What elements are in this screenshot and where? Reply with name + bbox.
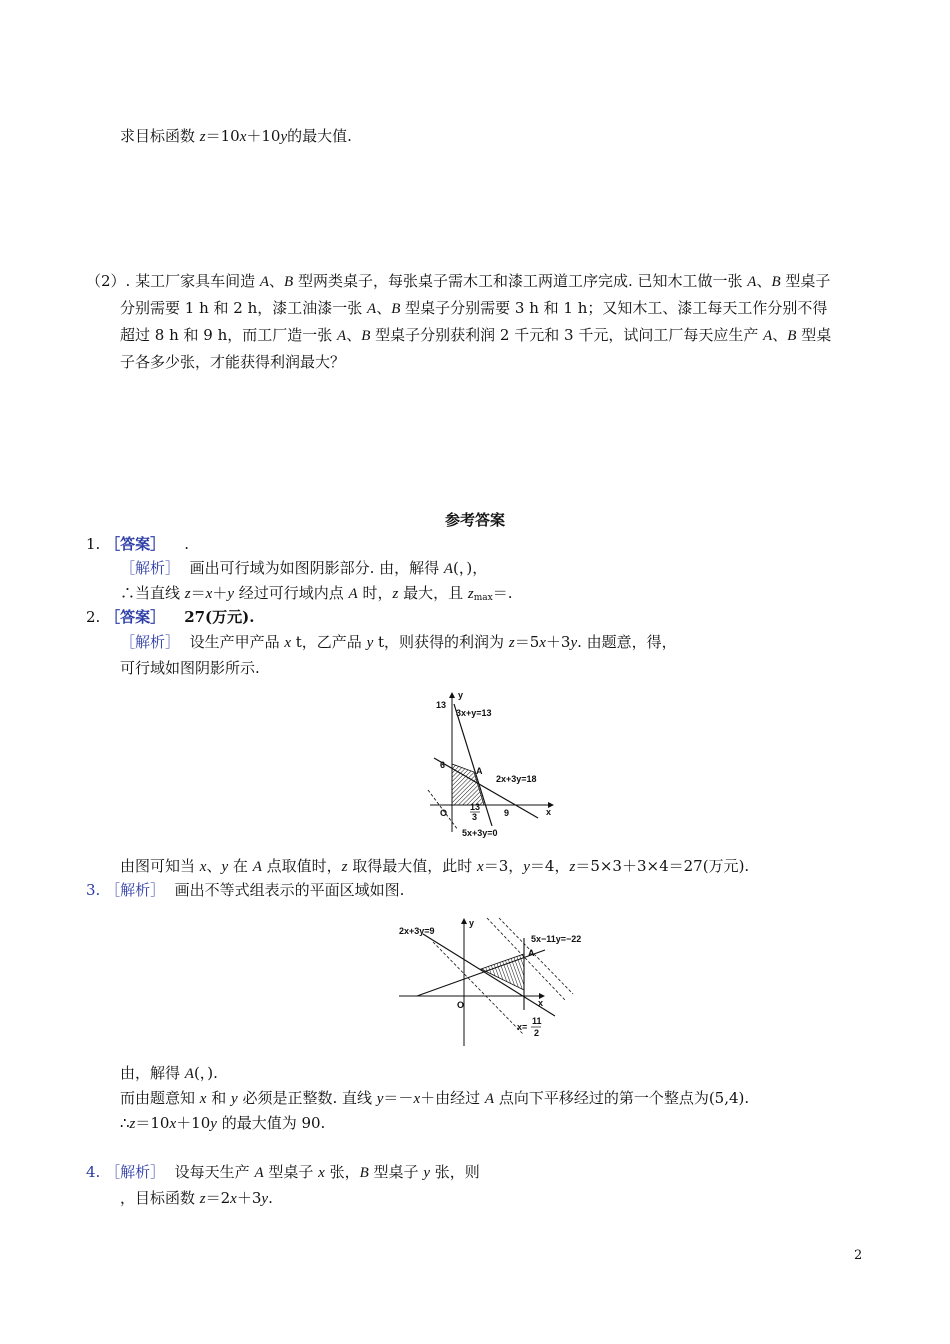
- line-label-2x-3y-9: 2x+3y=9: [399, 926, 435, 936]
- feasible-region-figure-1: [420, 686, 560, 838]
- line-2x-3y-18: [434, 758, 538, 818]
- answer-1-header: 1. ［答案］ .: [86, 535, 189, 553]
- answer-2-analysis-1: ［解析］ 设生产甲产品 x t，乙产品 y t，则获得的利润为 z＝5x＋3y. 由题意，得，: [120, 633, 677, 651]
- y-label: y: [469, 918, 475, 928]
- line-label-5x-3y-0: 5x+3y=0: [462, 828, 498, 838]
- page-number: 2: [854, 1248, 863, 1263]
- point-a-label: A: [528, 948, 535, 958]
- fraction-numerator: 11: [532, 1016, 542, 1026]
- fraction-denominator: 2: [534, 1028, 540, 1038]
- answer-3-analysis-4: ∴z＝10x＋10y 的最大值为 90.: [120, 1114, 326, 1132]
- answer-3-analysis-2: 由，解得 A(，).: [120, 1064, 218, 1082]
- y-axis-arrow: [461, 918, 467, 924]
- q1-objective-text: 求目标函数 z＝10x＋10y的最大值.: [120, 127, 352, 145]
- q2-line-3: 超过 8 h 和 9 h，而工厂造一张 A、B 型桌子分别获利润 2 千元和 3 千元，试问工厂每天应生产 A、B 型桌: [120, 326, 832, 344]
- x-label: x: [538, 998, 544, 1008]
- q2-line-4: 子各多少张，才能获得利润最大？: [120, 353, 346, 371]
- y-label: y: [458, 690, 464, 700]
- tick-13-over-3-num: 13: [470, 802, 481, 812]
- answer-2-analysis-2: 可行域如图阴影所示.: [120, 659, 260, 677]
- line-label-5x-11y-neg22: 5x−11y=−22: [531, 934, 582, 944]
- x-label: x: [546, 807, 552, 817]
- origin-label: O: [440, 808, 448, 818]
- origin-label: O: [457, 1000, 465, 1010]
- answer-3-analysis-3: 而由题意知 x 和 y 必须是正整数. 直线 y＝－x＋由经过 A 点向下平移经过的第一个整点为(5,4).: [120, 1089, 750, 1107]
- answer-2-header: 2. ［答案］ 27(万元).: [86, 608, 255, 626]
- answer-4-header: 4. ［解析］ 设每天生产 A 型桌子 x 张，B 型桌子 y 张，则: [86, 1163, 480, 1181]
- point-a-label: A: [476, 766, 483, 776]
- answers-title: 参考答案: [444, 511, 505, 529]
- tick-6-y: 6: [440, 760, 446, 770]
- line-5x-11y-neg22: [417, 950, 545, 996]
- tick-13-over-3-den: 3: [472, 812, 478, 822]
- feasible-region-figure-2: [395, 912, 605, 1050]
- q2-line-2: 分别需要 1 h 和 2 h，漆工油漆一张 A、B 型桌子分别需要 3 h 和 1 h；又知木工、漆工每天工作分别不得: [120, 299, 828, 317]
- answer-3-header: 3. ［解析］ 画出不等式组表示的平面区域如图.: [86, 881, 405, 899]
- line-label-2x-3y-18: 2x+3y=18: [496, 774, 537, 784]
- answer-1-analysis-1: ［解析］ 画出可行域为如图阴影部分. 由，解得 A(，)，: [120, 559, 488, 577]
- y-axis-arrow: [449, 692, 455, 698]
- tick-13-y: 13: [436, 700, 447, 710]
- answer-2-analysis-3: 由图可知当 x、y 在 A 点取值时，z 取得最大值，此时 x＝3，y＝4，z＝5×3＋3×4＝27(万元).: [120, 857, 750, 875]
- dashed-parallel-2: [487, 918, 565, 1000]
- x-equals-label: x=: [517, 1022, 528, 1032]
- tick-9-x: 9: [504, 808, 510, 818]
- answer-1-analysis-2: ∴当直线 z＝x＋y 经过可行域内点 A 时，z 最大，且 $z_{max}=$.: [120, 584, 513, 603]
- answer-4-analysis-2: ，目标函数 z＝2x＋3y.: [120, 1189, 273, 1207]
- q2-line-1: （2）. 某工厂家具车间造 A、B 型两类桌子，每张桌子需木工和漆工两道工序完成. 已知木工做一张 A、B 型桌子: [86, 272, 831, 290]
- line-2x-3y-9: [423, 934, 555, 1016]
- line-label-3x-y-13: 3x+y=13: [456, 708, 492, 718]
